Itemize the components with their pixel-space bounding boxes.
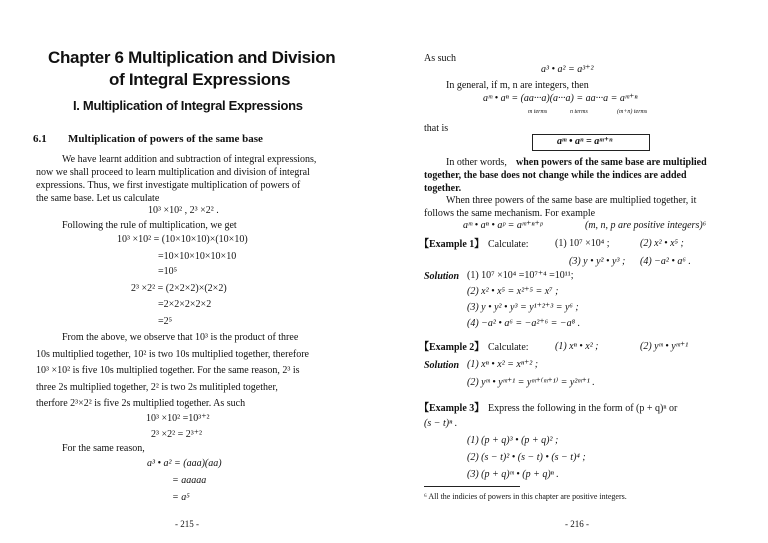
eq-ten-line-2: =10×10×10×10×10 bbox=[158, 251, 237, 262]
subsection-title: Multiplication of powers of the same base bbox=[68, 133, 263, 145]
para1-line-1: We have learnt addition and subtraction of integral expressions, bbox=[62, 154, 317, 165]
three-powers-line-1: When three powers of the same base are multiplied together, it bbox=[446, 195, 697, 206]
solution-2-item-2: (2) yᵐ • yᵐ⁺¹ = yᵐ⁺⁽ᵐ⁺¹⁾ = y²ᵐ⁺¹ . bbox=[467, 377, 595, 388]
chapter-title-line-1: Chapter 6 Multiplication and Division bbox=[48, 48, 336, 67]
section-title: I. Multiplication of Integral Expressions bbox=[73, 98, 303, 113]
example-1-label: 【Example 1】 bbox=[419, 239, 485, 250]
solution-1-item-4: (4) −a² • a⁶ = −a²⁺⁶ = −a⁸ . bbox=[467, 318, 581, 329]
general-eq: aᵐ • aⁿ = (aa···a)(a···a) = aa···a = aᵐ⁺ⁿ bbox=[483, 93, 638, 104]
para2-line-5: therfore 2³×2² is five 2s multiplied together. As such bbox=[36, 398, 246, 409]
example-2-item-1: (1) xⁿ • x² ; bbox=[555, 341, 599, 352]
in-general: In general, if m, n are integers, then bbox=[446, 80, 589, 91]
example-3-text-2: (s − t)ⁿ . bbox=[424, 418, 458, 429]
solution-1-item-1: (1) 10⁷ ×10⁴ =10⁷⁺⁴ =10¹¹; bbox=[467, 270, 574, 281]
such-line-1: 10³ ×10² =10³⁺² bbox=[146, 413, 210, 424]
example-3-item-3: (3) (p + q)ᵐ • (p + q)ⁿ . bbox=[467, 469, 559, 480]
solution-1-item-2: (2) x² • x⁵ = x²⁺⁵ = x⁷ ; bbox=[467, 286, 559, 297]
three-eq-note: (m, n, p are positive integers)⁶ bbox=[585, 220, 707, 231]
eq-a-line-2: = aaaaa bbox=[172, 475, 207, 486]
three-powers-line-2: follows the same mechanism. For example bbox=[424, 208, 596, 219]
para1-line-3: expressions. Thus, we first investigate multiplication of powers of bbox=[36, 180, 301, 191]
solution-1-label: Solution bbox=[424, 271, 460, 282]
left-page-number: - 215 - bbox=[175, 519, 199, 529]
footnote: ⁶ All the indicies of powers in this chapter are positive integers. bbox=[424, 492, 627, 501]
para2-line-3: 10³ ×10² is five 10s multiplied together. For the same reason, 2³ is bbox=[36, 365, 300, 376]
eq-two-line-2: =2×2×2×2×2 bbox=[158, 299, 212, 310]
that-is: that is bbox=[424, 123, 449, 134]
example-2-item-2: (2) yᵐ • yᵐ⁺¹ bbox=[640, 341, 689, 352]
as-such: As such bbox=[424, 53, 456, 64]
para2-line-4: three 2s multiplied together, 2² is two 2s mulitipled together, bbox=[36, 382, 278, 393]
other-words-lead: In other words, bbox=[446, 157, 507, 168]
right-page-number: - 216 - bbox=[565, 519, 589, 529]
example-1-item-3: (3) y • y² • y³ ; bbox=[569, 256, 626, 267]
example-3-item-1: (1) (p + q)³ • (p + q)² ; bbox=[467, 435, 559, 446]
eq-ten-line-3: =10⁵ bbox=[158, 266, 178, 277]
example-1-calc: Calculate: bbox=[488, 239, 529, 250]
example-2-label: 【Example 2】 bbox=[419, 342, 485, 353]
eq-two-line-3: =2⁵ bbox=[158, 316, 173, 327]
other-words-bold-3: together. bbox=[424, 183, 462, 194]
mn-terms-note: (m+n) terms bbox=[617, 109, 648, 115]
para1-line-2: now we shall proceed to learn multiplication and division of integral bbox=[36, 167, 310, 178]
example-1-item-1: (1) 10⁷ ×10⁴ ; bbox=[555, 238, 610, 249]
as-such-eq: a³ • a² = a³⁺² bbox=[541, 64, 594, 75]
following-rule: Following the rule of multiplication, we get bbox=[62, 220, 237, 231]
such-line-2: 2³ ×2² = 2³⁺² bbox=[151, 429, 203, 440]
para2-line-1: From the above, we observe that 10³ is the product of three bbox=[62, 332, 299, 343]
footnote-rule bbox=[424, 486, 520, 487]
three-eq: aᵐ • aⁿ • aᵖ = aᵐ⁺ⁿ⁺ᵖ bbox=[463, 220, 543, 231]
solution-1-item-3: (3) y • y² • y³ = y¹⁺²⁺³ = y⁶ ; bbox=[467, 302, 579, 313]
solution-2-item-1: (1) xⁿ • x² = xⁿ⁺² ; bbox=[467, 359, 539, 370]
para2-line-2: 10s multiplied together, 10² is two 10s multiplied together, therefore bbox=[36, 349, 309, 360]
m-terms-note: m terms bbox=[528, 109, 548, 115]
example-1-item-4: (4) −a² • a⁶ . bbox=[640, 256, 691, 267]
example-2-calc: Calculate: bbox=[488, 342, 529, 353]
eq-a-line-3: = a⁵ bbox=[172, 492, 190, 503]
calc-line: 10³ ×10² , 2³ ×2² . bbox=[148, 205, 219, 216]
subsection-number: 6.1 bbox=[33, 133, 47, 145]
example-1-item-2: (2) x² • x⁵ ; bbox=[640, 238, 684, 249]
eq-a-line-1: a³ • a² = (aaa)(aa) bbox=[147, 458, 222, 469]
example-3-item-2: (2) (s − t)² • (s − t) • (s − t)⁴ ; bbox=[467, 452, 586, 463]
example-3-label: 【Example 3】 bbox=[419, 403, 485, 414]
eq-two-line-1: 2³ ×2² = (2×2×2)×(2×2) bbox=[131, 283, 227, 294]
other-words-bold-2: together, the base does not change while the indices are added bbox=[424, 170, 687, 181]
same-reason: For the same reason, bbox=[62, 443, 145, 454]
chapter-title-line-2: of Integral Expressions bbox=[109, 70, 291, 89]
solution-2-label: Solution bbox=[424, 360, 460, 371]
boxed-formula: aᵐ • aⁿ = aᵐ⁺ⁿ bbox=[557, 136, 613, 147]
other-words-bold-1: when powers of the same base are multiplied bbox=[516, 157, 707, 168]
example-3-text-1: Express the following in the form of (p + q)ⁿ or bbox=[488, 403, 678, 414]
para1-line-4: the same base. Let us calculate bbox=[36, 193, 160, 204]
eq-ten-line-1: 10³ ×10² = (10×10×10)×(10×10) bbox=[117, 234, 248, 245]
n-terms-note: n terms bbox=[570, 109, 588, 115]
